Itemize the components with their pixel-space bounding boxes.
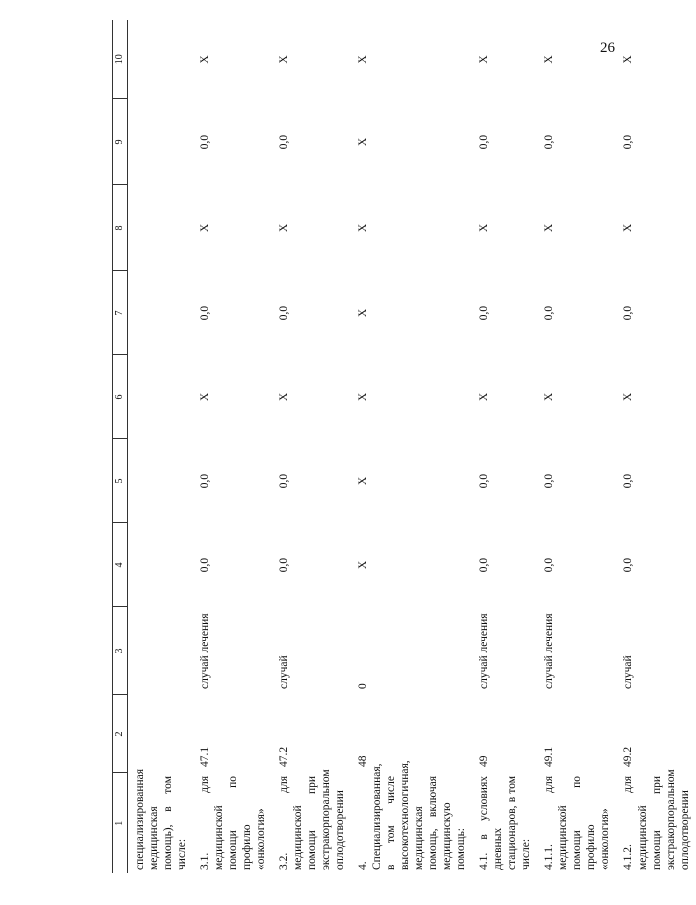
cell: X [278, 392, 291, 402]
row-code [128, 695, 194, 773]
table-row [128, 20, 194, 873]
table-row [537, 20, 616, 873]
cell: 0,0 [478, 134, 491, 150]
row-name: 3.1. для медицинской помощи по профилю «онкология» [199, 776, 268, 870]
row-unit: случай [278, 655, 291, 689]
table-row [616, 20, 695, 873]
cell: 0,0 [199, 557, 212, 573]
cell: 0,0 [199, 305, 212, 321]
col-header: 10 [113, 20, 128, 99]
cell: X [622, 392, 635, 402]
row-code: 47.2 [278, 746, 291, 767]
table-row [472, 20, 537, 873]
cell: 0,0 [199, 134, 212, 150]
col-header: 8 [113, 185, 128, 271]
row-code: 49 [478, 755, 491, 767]
cell: X [478, 223, 491, 233]
page-number: 26 [600, 40, 615, 56]
cell: X [543, 392, 556, 402]
row-unit: случай [622, 655, 635, 689]
col-header: 1 [113, 773, 128, 873]
cell: X [357, 55, 370, 64]
cell: 0,0 [199, 473, 212, 489]
cell: 0,0 [478, 305, 491, 321]
cell: X [357, 560, 370, 570]
row-name: 3.2. для медицинской помощи при экстракорпоральном оплодотворении [278, 769, 347, 870]
row-code: 47.1 [199, 746, 212, 767]
row-unit [128, 607, 194, 695]
row-name: 4. Специализированная, в том числе высокотехнологичная, медицинская помощь, включая медицинскую помощь: [357, 760, 468, 870]
cell: 0,0 [543, 134, 556, 150]
cell: X [199, 223, 212, 233]
row-unit: случай лечения [543, 613, 556, 689]
table-row [193, 20, 272, 873]
cell: X [478, 55, 491, 64]
cell: 0,0 [622, 134, 635, 150]
col-header: 5 [113, 439, 128, 523]
cell [128, 271, 194, 355]
cell [128, 20, 194, 99]
cell [128, 185, 194, 271]
row-code: 48 [357, 755, 370, 767]
row-name: 4.1. в условиях дневных стационаров, в том числе: [478, 776, 533, 870]
cell: 0,0 [278, 557, 291, 573]
col-header: 2 [113, 695, 128, 773]
cell [128, 439, 194, 523]
cell [128, 523, 194, 607]
cell: 0,0 [622, 557, 635, 573]
cell: X [357, 137, 370, 147]
cell [128, 355, 194, 439]
cell: X [199, 55, 212, 64]
cell: 0,0 [622, 305, 635, 321]
row-name: 4.1.1. для медицинской помощи по профилю «онкология» [543, 776, 612, 870]
cell: X [543, 55, 556, 64]
table-row [351, 20, 472, 873]
cell: 0,0 [543, 305, 556, 321]
col-header: 6 [113, 355, 128, 439]
cell: 0,0 [543, 473, 556, 489]
col-header: 3 [113, 607, 128, 695]
cell: 0,0 [622, 473, 635, 489]
col-header: 4 [113, 523, 128, 607]
header-row [113, 20, 128, 873]
cell: X [278, 55, 291, 64]
row-unit: 0 [357, 683, 370, 689]
row-unit: случай лечения [478, 613, 491, 689]
col-header: 9 [113, 99, 128, 185]
data-table [112, 20, 696, 873]
cell [128, 99, 194, 185]
cell: 0,0 [278, 134, 291, 150]
cell: X [357, 476, 370, 486]
cell: 0,0 [278, 473, 291, 489]
col-header: 7 [113, 271, 128, 355]
row-unit: случай лечения [199, 613, 212, 689]
row-code: 49.2 [622, 746, 635, 767]
row-code: 49.1 [543, 746, 556, 767]
cell: X [622, 55, 635, 64]
cell: X [543, 223, 556, 233]
cell: 0,0 [543, 557, 556, 573]
cell: 0,0 [478, 557, 491, 573]
row-name: специализированная медицинская помощь), в том числе: [134, 768, 189, 870]
cell: 0,0 [478, 473, 491, 489]
cell: X [357, 223, 370, 233]
row-name: 4.1.2. для медицинской помощи при экстракорпоральном оплодотворении [622, 769, 691, 870]
cell: 0,0 [278, 305, 291, 321]
cell: X [478, 392, 491, 402]
cell: X [622, 223, 635, 233]
cell: X [357, 308, 370, 318]
cell: X [199, 392, 212, 402]
table-row [272, 20, 351, 873]
cell: X [357, 392, 370, 402]
cell: X [278, 223, 291, 233]
